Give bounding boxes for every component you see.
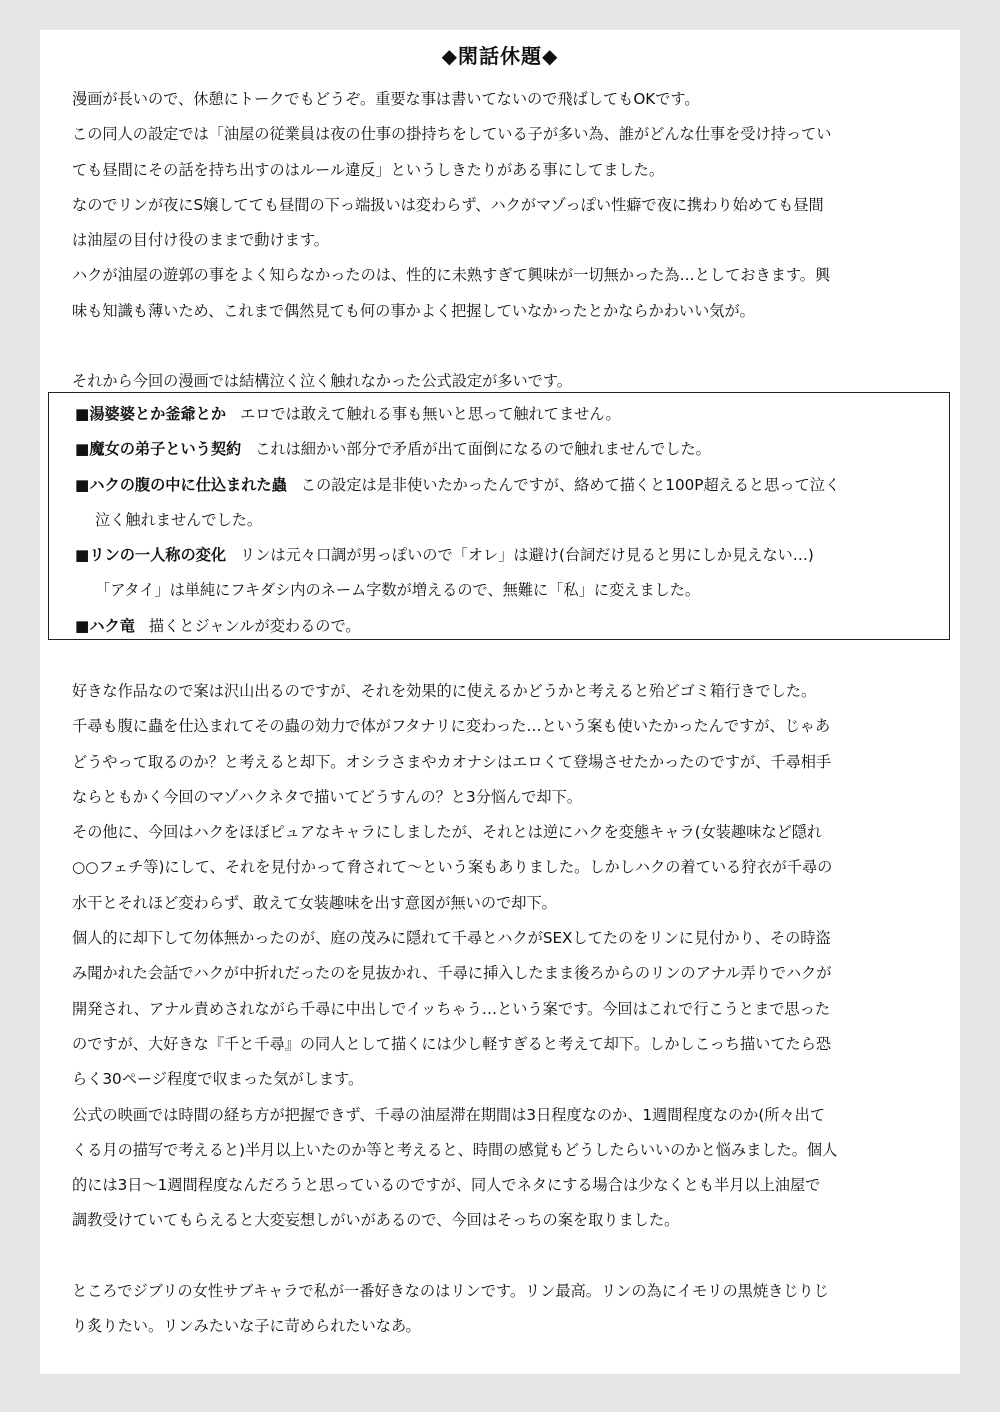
- note-item: [75, 468, 947, 503]
- text-line: 的には3日～1週間程度なんだろうと思っているのですが、同人でネタにする場合は少なくとも半月以上油屋で: [72, 1176, 821, 1195]
- text-line: その他に、今回はハクをほぼピュアなキャラにしましたが、それとは逆にハクを変態キャラ(女装趣味など隠れ: [72, 823, 823, 842]
- notes-box: [48, 392, 950, 640]
- note-heading: ■ハクの腹の中に仕込まれた蟲: [75, 475, 287, 494]
- body-section: [72, 674, 942, 1345]
- text-line: り炙りたい。リンみたいな子に苛められたいなあ。: [72, 1317, 421, 1336]
- note-text: 描くとジャンルが変わるので。: [148, 616, 361, 635]
- text-line: なのでリンが夜にS嬢してても昼間の下っ端扱いは変わらず、ハクがマゾっぽい性癖で夜に携わり始めても昼間: [72, 195, 824, 214]
- note-heading: ■湯婆婆とか釜爺とか: [75, 405, 227, 423]
- text-line: くる月の描写で考えると)半月以上いたのか等と考えると、時間の感覚もどうしたらいいのかと悩みました。個人: [72, 1140, 838, 1159]
- text-line: 漫画が長いので、休憩にトークでもどうぞ。重要な事は書いてないので飛ばしてもOKです。: [72, 90, 700, 108]
- text-line: 味も知識も薄いため、これまで偶然見ても何の事かよく把握していなかったとかならかわいい気が。: [72, 301, 755, 320]
- note-item: [75, 538, 947, 573]
- note-item: [75, 397, 947, 432]
- note-item: [75, 432, 947, 467]
- text-line: 公式の映画では時間の経ち方が把握できず、千尋の油屋滞在期間は3日程度なのか、1週間程度なのか(所々出て: [72, 1105, 826, 1124]
- note-text: これは細かい部分で矛盾が出て面倒になるので触れませんでした。: [255, 440, 711, 459]
- text-line: 千尋も腹に蟲を仕込まれてその蟲の効力で体がフタナリに変わった…という案も使いたかったんですが、じゃあ: [72, 717, 831, 736]
- note-text: エロでは敢えて触れる事も無いと思って触れてません。: [240, 405, 621, 423]
- text-line: ハクが油屋の遊郭の事をよく知らなかったのは、性的に未熟すぎて興味が一切無かった為…としておきます。興: [72, 266, 831, 285]
- text-line: のですが、大好きな『千と千尋』の同人として描くには少し軽すぎると考えて却下。しかしこっち描いてたら恐: [72, 1034, 832, 1053]
- text-line: 水干とそれほど変わらず、敢えて女装趣味を出す意図が無いので却下。: [72, 893, 557, 912]
- text-line: ところでジブリの女性サブキャラで私が一番好きなのはリンです。リン最高。リンの為にイモリの黒焼きじりじ: [72, 1282, 829, 1301]
- page-title: ◆閑話休題◆: [441, 44, 559, 68]
- text-line: この同人の設定では「油屋の従業員は夜の仕事の掛持ちをしている子が多い為、誰がどんな仕事を受け持ってい: [72, 125, 832, 144]
- note-heading: ■ハク竜: [75, 616, 135, 635]
- text-line: み聞かれた会話でハクが中折れだったのを見抜かれ、千尋に挿入したまま後ろからのリンのアナル弄りでハクが: [72, 964, 832, 983]
- note-text: この設定は是非使いたかったんですが、絡めて描くと100P超えると思って泣く: [300, 475, 841, 494]
- document-page: [40, 30, 960, 1374]
- intro-section: [72, 82, 942, 400]
- text-line: 開発され、アナル責めされながら千尋に中出しでイッちゃう…という案です。今回はこれで行こうとまで思った: [72, 999, 831, 1018]
- text-line: ても昼間にその話を持ち出すのはルール違反」というしきたりがある事にしてました。: [72, 160, 665, 179]
- note-item: [75, 609, 947, 644]
- note-heading: ■リンの一人称の変化: [75, 546, 227, 565]
- text-line: 個人的に却下して勿体無かったのが、庭の茂みに隠れて千尋とハクがSEXしてたのをリンに見付かり、その時盗: [72, 929, 831, 948]
- note-heading: ■魔女の弟子という契約: [75, 440, 242, 459]
- note-continuation: 泣く触れませんでした。: [95, 510, 263, 529]
- text-line: ○○フェチ等)にして、それを見付かって脅されて～という案もありました。しかしハクの着ている狩衣が千尋の: [72, 858, 833, 877]
- text-line: 好きな作品なので案は沢山出るのですが、それを効果的に使えるかどうかと考えると殆どゴミ箱行きでした。: [72, 682, 817, 700]
- note-text: リンは元々口調が男っぽいので「オレ」は避け(台詞だけ見ると男にしか見えない…): [240, 546, 814, 565]
- lead-line: それから今回の漫画では結構泣く泣く触れなかった公式設定が多いです。: [72, 372, 572, 391]
- text-line: どうやって取るのか？と考えると却下。オシラさまやカオナシはエロくて登場させたかったのですが、千尋相手: [72, 752, 832, 771]
- text-line: は油屋の目付け役のままで動けます。: [72, 231, 329, 250]
- text-line: らく30ページ程度で収まった気がします。: [72, 1070, 364, 1089]
- text-line: ならともかく今回のマゾハクネタで描いてどうすんの？と3分悩んで却下。: [72, 787, 582, 806]
- note-continuation: 「アタイ」は単純にフキダシ内のネーム字数が増えるので、無難に「私」に変えました。: [95, 581, 701, 600]
- text-line: 調教受けていてもらえると大変妄想しがいがあるので、今回はそっちの案を取りました。: [72, 1211, 680, 1230]
